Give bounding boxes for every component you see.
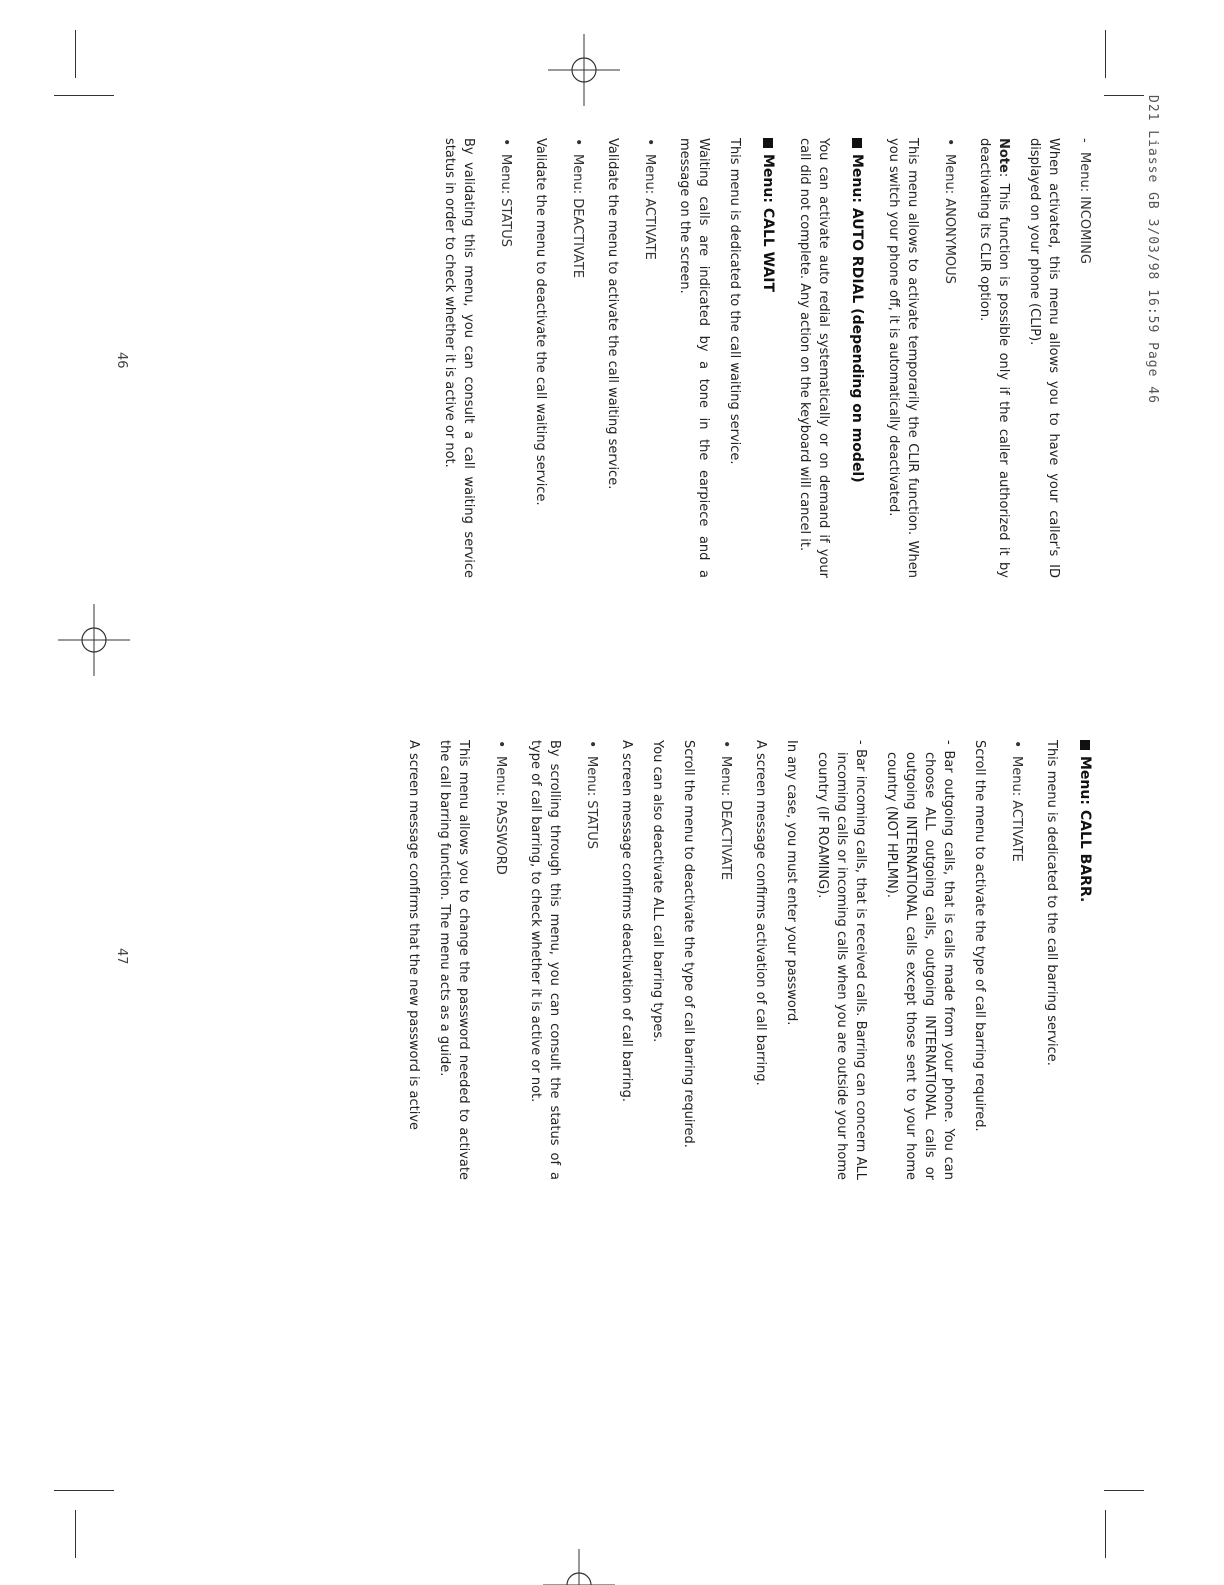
- password-menu-label: [491, 740, 510, 1180]
- square-bullet-icon: [852, 138, 862, 148]
- activate-menu-label: [640, 138, 659, 578]
- page-46: [428, 138, 1094, 578]
- auto-redial-heading-text: Menu: AUTO RDIAL (depending on model): [849, 154, 865, 483]
- registration-target-icon: [54, 600, 134, 680]
- status-description: By validating this menu, you can consult a call waiting service status in order to check whether it is active or not.: [442, 138, 476, 578]
- bullet-icon: •: [493, 740, 509, 749]
- crop-mark: [54, 1490, 114, 1491]
- call-barr-heading: [1075, 740, 1094, 1180]
- activate-description: Scroll the menu to activate the type of call barring required.: [972, 740, 987, 1132]
- auto-redial-heading: [847, 138, 866, 578]
- registration-target-icon: [539, 1545, 619, 1585]
- deactivate-menu-text: Menu: DEACTIVATE: [718, 756, 733, 881]
- password-menu-text: Menu: PASSWORD: [493, 756, 508, 875]
- incoming-menu-label: [1075, 138, 1094, 578]
- anonymous-description: This menu allows to activate temporarily the CLIR function. When you switch your phone off, it is automatically deactivated.: [886, 138, 920, 578]
- crop-mark: [1105, 1510, 1106, 1558]
- incoming-menu-text: Menu: INCOMING: [1077, 152, 1092, 264]
- deactivate-all-description: You can also deactivate ALL call barring types.: [650, 740, 665, 1043]
- bullet-icon: •: [942, 138, 958, 147]
- call-wait-heading: [758, 138, 777, 578]
- deactivate-menu-label: [568, 138, 587, 578]
- bullet-icon: •: [1009, 740, 1025, 749]
- status-menu-label: [582, 740, 601, 1180]
- anonymous-menu-label: [940, 138, 959, 578]
- note-text: : This function is possible only if the caller authorized it by deactivating its CLIR option.: [977, 138, 1011, 578]
- registration-target-icon: [544, 30, 624, 110]
- crop-mark: [54, 95, 114, 96]
- bullet-icon: •: [498, 138, 514, 147]
- page-number-47: 47: [114, 948, 129, 965]
- page-47: [392, 740, 1094, 1180]
- bullet-icon: •: [584, 740, 600, 749]
- status-menu-text: Menu: STATUS: [498, 154, 513, 247]
- auto-redial-description: You can activate auto redial systematically or on demand if your call did not complete. Any action on the keyboard will cancel it.: [797, 138, 831, 578]
- activate-description: Validate the menu to activate the call waiting service.: [605, 138, 620, 490]
- incoming-note: [975, 138, 1013, 578]
- call-barr-description: This menu is dedicated to the call barring service.: [1044, 740, 1059, 1066]
- crop-mark: [75, 30, 76, 78]
- dash-marker: -: [1077, 138, 1092, 143]
- square-bullet-icon: [763, 138, 773, 148]
- call-barr-heading-text: Menu: CALL BARR.: [1077, 756, 1093, 903]
- call-wait-heading-text: Menu: CALL WAIT: [760, 154, 776, 293]
- password-menu-description: This menu allows you to change the password needed to activate the call barring function. The menu acts as a guide.: [437, 740, 471, 1180]
- page-number-46: 46: [114, 352, 129, 369]
- crop-mark: [75, 1510, 76, 1558]
- print-slug: D21 Liasse GB 3/03/98 16:59 Page 46: [1145, 95, 1160, 404]
- password-requirement: In any case, you must enter your password.: [784, 740, 799, 1026]
- bullet-icon: •: [642, 138, 658, 147]
- square-bullet-icon: [1080, 740, 1090, 750]
- deactivate-description: Validate the menu to deactivate the call waiting service.: [533, 138, 548, 506]
- bar-incoming-item: - Bar incoming calls, that is received calls. Barring can concern ALL incoming calls or incoming calls when you are outside your home country (IF ROAMING).: [815, 740, 868, 1180]
- bullet-icon: •: [570, 138, 586, 147]
- crop-mark: [1104, 95, 1144, 96]
- new-password-confirmation: A screen message confirms that the new password is active: [406, 740, 421, 1131]
- activation-confirmation: A screen message confirms activation of call barring.: [753, 740, 768, 1086]
- activate-menu-text: Menu: ACTIVATE: [1009, 756, 1024, 862]
- waiting-calls-description: Waiting calls are indicated by a tone in the earpiece and a message on the screen.: [677, 138, 711, 578]
- incoming-description: When activated, this menu allows you to have your caller's ID displayed on your phone (CLIP).: [1027, 138, 1061, 578]
- call-wait-description: This menu is dedicated to the call waiting service.: [727, 138, 742, 465]
- status-menu-text: Menu: STATUS: [584, 756, 599, 849]
- activate-menu-label: [1007, 740, 1026, 1180]
- note-label: Note: [996, 138, 1011, 173]
- status-menu-label: [496, 138, 515, 578]
- bullet-icon: •: [718, 740, 734, 749]
- deactivate-menu-text: Menu: DEACTIVATE: [570, 154, 585, 279]
- deactivate-menu-label: [716, 740, 735, 1180]
- crop-mark: [1105, 30, 1106, 78]
- deactivation-confirmation: A screen message confirms deactivation of call barring.: [619, 740, 634, 1102]
- bar-outgoing-item: - Bar outgoing calls, that is calls made from your phone. You can choose ALL outgoing calls, outgoing INTERNATIONAL calls or outgoing INTERNATIONAL calls except those sent to your home country (NOT HPLMN).: [884, 740, 956, 1180]
- status-description: By scrolling through this menu, you can consult the status of a type of call barring, to check whether it is active or not.: [528, 740, 562, 1180]
- activate-menu-text: Menu: ACTIVATE: [642, 154, 657, 260]
- crop-mark: [1104, 1490, 1144, 1491]
- deactivate-description: Scroll the menu to deactivate the type of call barring required.: [681, 740, 696, 1148]
- anonymous-menu-text: Menu: ANONYMOUS: [942, 154, 957, 284]
